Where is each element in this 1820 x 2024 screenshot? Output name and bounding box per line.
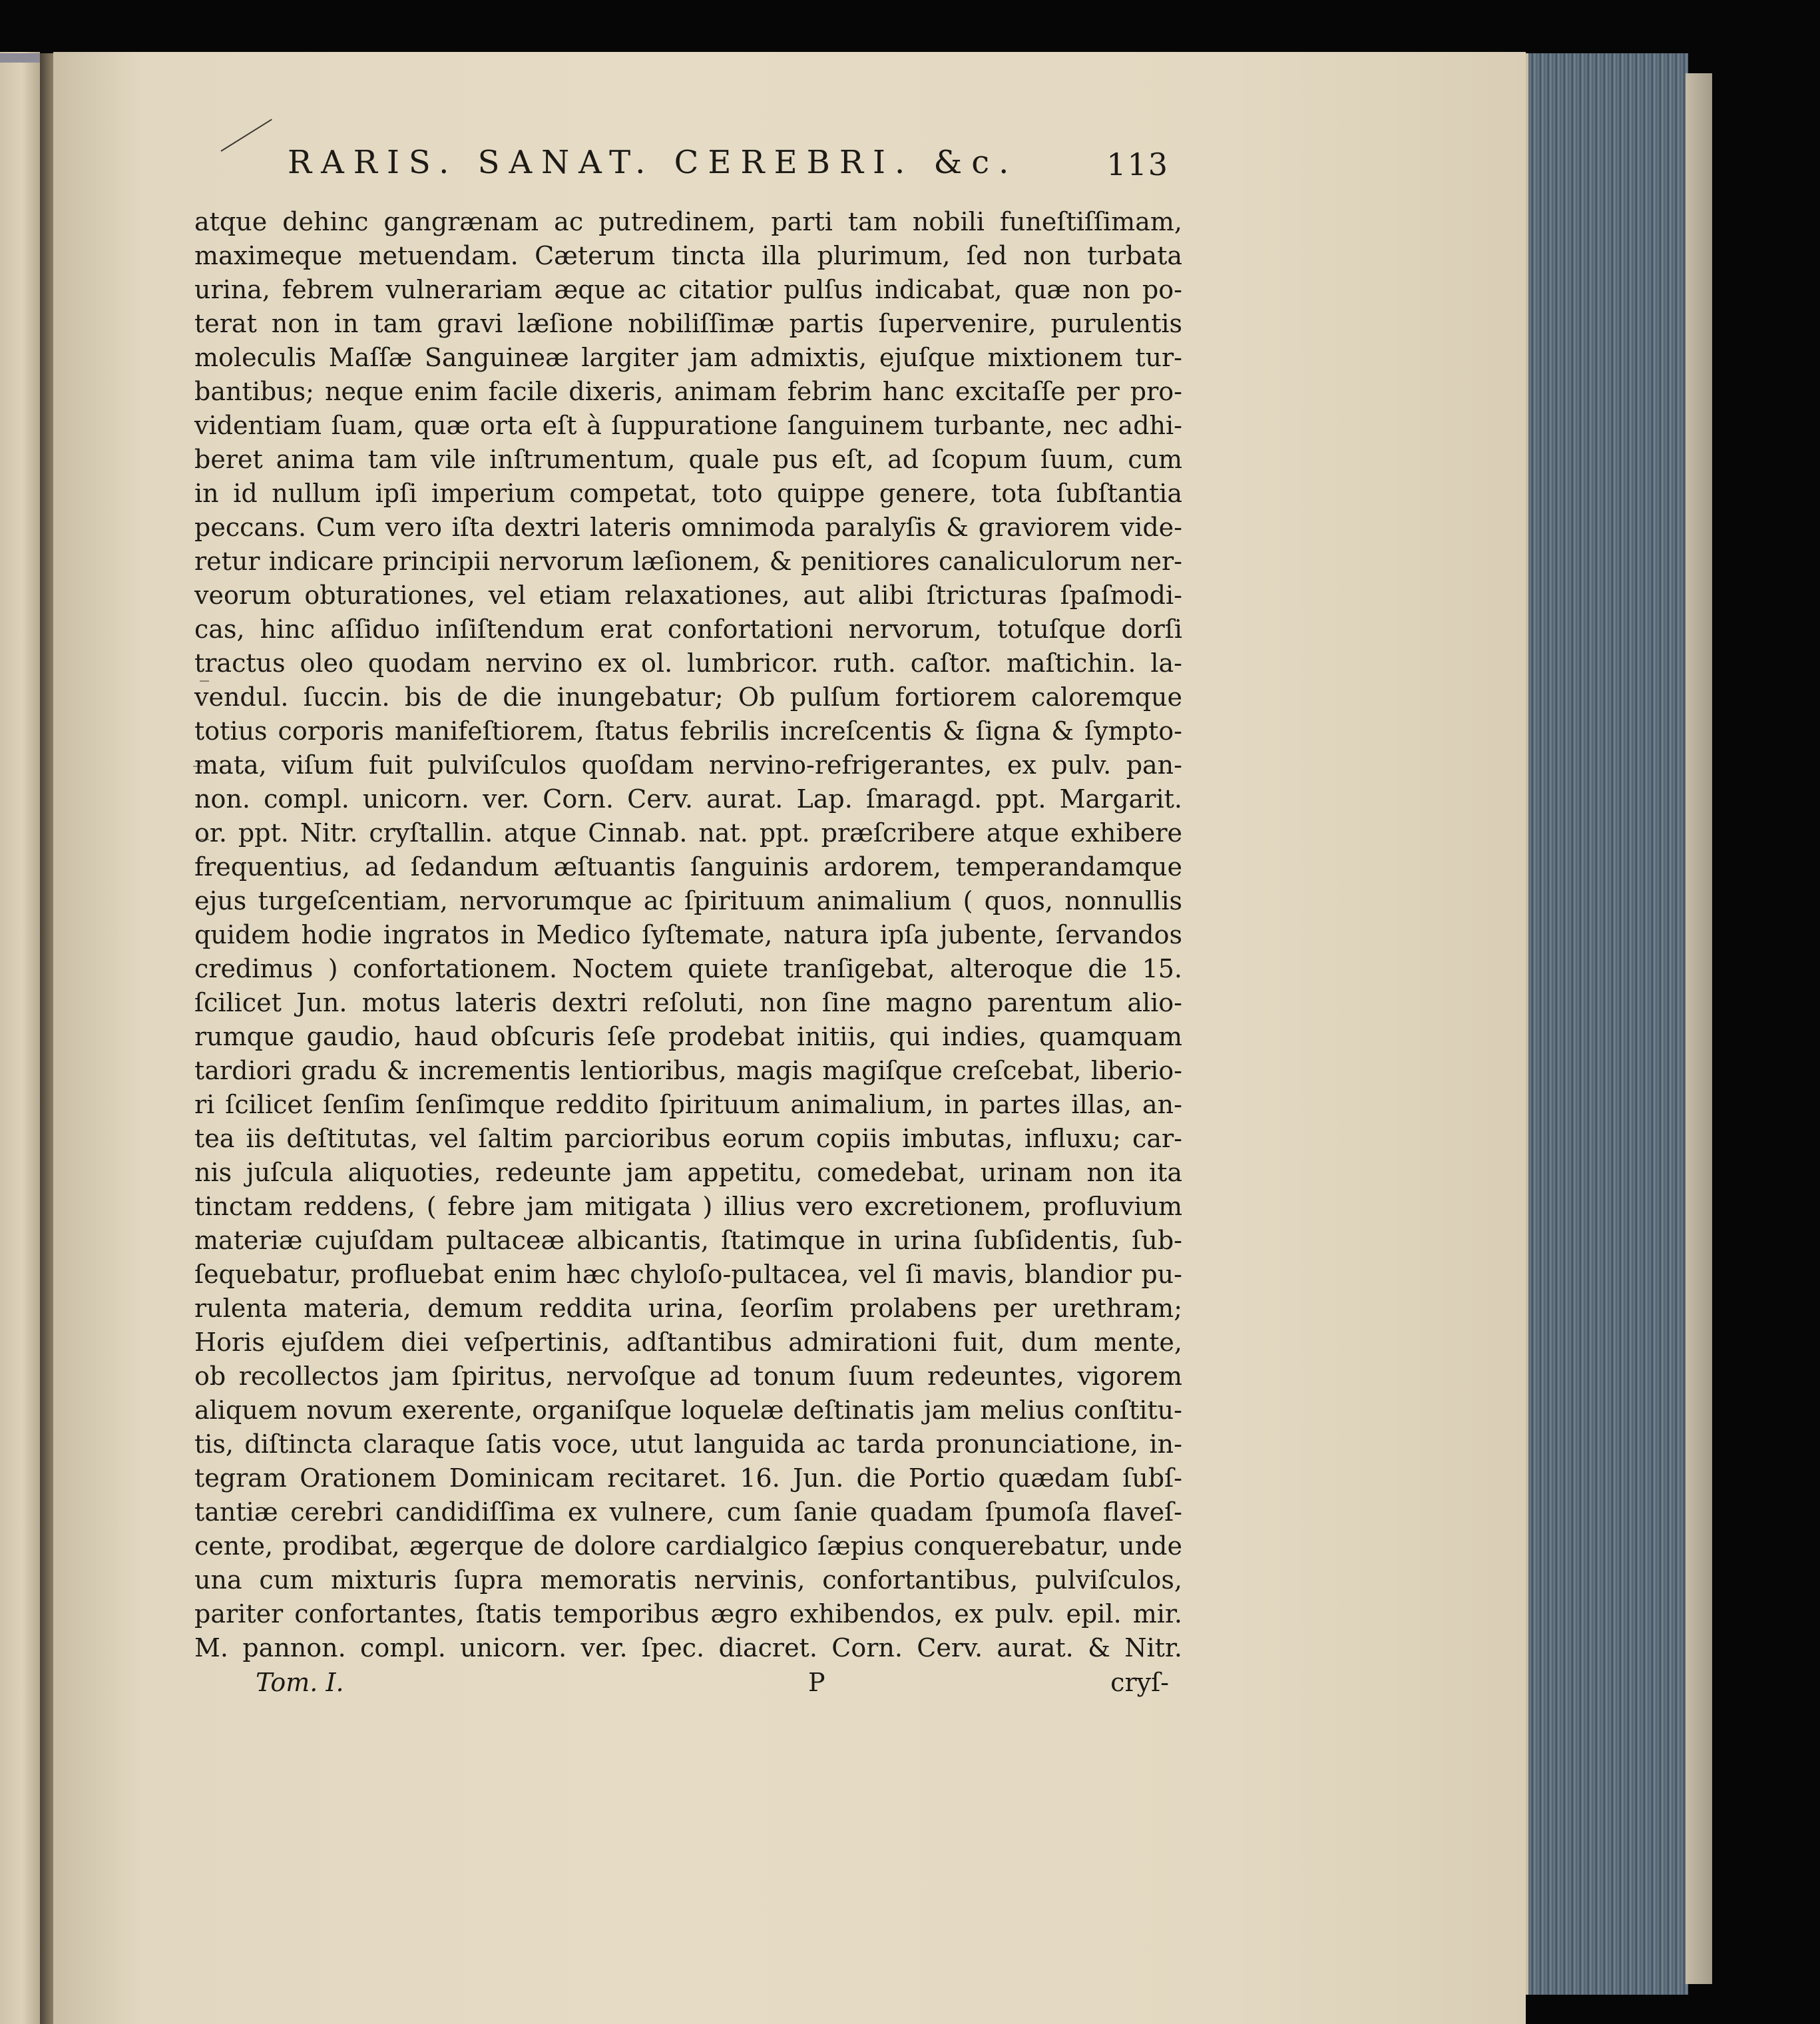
text-line: aliquem novum exerente, organiſque loquelæ deſtinatis jam melius conſtitu- — [194, 1395, 1182, 1425]
text-line: Horis ejuſdem diei veſpertinis, adſtantibus admirationi fuit, dum mente, — [194, 1328, 1182, 1357]
text-line: ob recollectos jam ſpiritus, nervoſque ad tonum ſuum redeuntes, vigorem — [194, 1362, 1182, 1391]
fore-edge — [1526, 53, 1688, 1995]
text-line: frequentius, ad ſedandum æſtuantis ſanguinis ardorem, temperandamque — [194, 852, 1182, 882]
text-line: in id nullum ipſi imperium competat, toto quippe genere, tota ſubſtantia — [194, 479, 1182, 508]
text-line: retur indicare principii nervorum læſionem, & penitiores canaliculorum ner- — [194, 547, 1182, 576]
text-line: terat non in tam gravi læſione nobiliſſimæ partis ſupervenire, purulentis — [194, 309, 1182, 338]
cover-edge — [1686, 73, 1712, 1984]
running-title: RARIS. SANAT. CEREBRI. &c. — [288, 144, 1019, 181]
text-line: beret anima tam vile inſtrumentum, quale pus eſt, ad ſcopum ſuum, cum — [194, 445, 1182, 474]
text-line: quidem hodie ingratos in Medico ſyſtemate, natura ipſa jubente, ſervandos — [194, 920, 1182, 949]
text-line: veorum obturationes, vel etiam relaxationes, aut alibi ſtricturas ſpaſmodi- — [194, 581, 1182, 610]
text-line: totius corporis manifeſtiorem, ſtatus febrilis increſcentis & ſigna & ſympto- — [194, 716, 1182, 746]
text-line: tegram Orationem Dominicam recitaret. 16. Jun. die Portio quædam ſubſ- — [194, 1463, 1182, 1493]
text-line: rulenta materia, demum reddita urina, ſeorſim prolabens per urethram; — [194, 1294, 1182, 1323]
text-line: rumque gaudio, haud obſcuris ſeſe prodebat initiis, qui indies, quamquam — [194, 1022, 1182, 1051]
text-line: ſcilicet Jun. motus lateris dextri reſoluti, non ſine magno parentum alio- — [194, 988, 1182, 1017]
text-line: atque dehinc gangrænam ac putredinem, parti tam nobili funeſtiſſimam, — [194, 207, 1182, 236]
left-facing-page — [0, 52, 40, 2024]
text-line: maximeque metuendam. Cæterum tincta illa plurimum, ſed non turbata — [194, 241, 1182, 270]
text-line: peccans. Cum vero iſta dextri lateris omnimoda paralyſis & graviorem vide- — [194, 513, 1182, 542]
page-footer — [194, 1668, 1182, 1708]
text-line: non. compl. unicorn. ver. Corn. Cerv. aurat. Lap. ſmaragd. ppt. Margarit. — [194, 784, 1182, 814]
text-line: ri ſcilicet ſenſim ſenſimque reddito ſpirituum animalium, in partes illas, an- — [194, 1090, 1182, 1119]
left-page-edge — [0, 53, 40, 63]
text-line: urina, febrem vulnerariam æque ac citatior pulſus indicabat, quæ non po- — [194, 275, 1182, 304]
running-head — [194, 144, 1182, 200]
text-line: credimus ) confortationem. Noctem quiete tranſigebat, alteroque die 15. — [194, 954, 1182, 983]
text-line: materiæ cujuſdam pultaceæ albicantis, ſtatimque in urina ſubſidentis, ſub- — [194, 1226, 1182, 1255]
catchword: cryſ- — [1110, 1668, 1169, 1697]
volume-mark: Tom. I. — [256, 1668, 344, 1697]
text-line: tardiori gradu & incrementis lentioribus, magis magiſque creſcebat, liberio- — [194, 1056, 1182, 1085]
text-line: bantibus; neque enim facile dixeris, animam febrim hanc excitaſſe per pro- — [194, 377, 1182, 406]
text-line: tis, diſtincta claraque ſatis voce, utut languida ac tarda pronunciatione, in- — [194, 1429, 1182, 1459]
text-block — [194, 144, 1182, 1708]
body-text — [194, 205, 1182, 1665]
text-line: ejus turgeſcentiam, nervorumque ac ſpirituum animalium ( quos, nonnullis — [194, 886, 1182, 915]
book-gutter — [40, 53, 53, 2024]
text-line: pariter confortantes, ſtatis temporibus ægro exhibendos, ex pulv. epil. mir. — [194, 1599, 1182, 1629]
text-line: moleculis Maſſæ Sanguineæ largiter jam admixtis, ejuſque mixtionem tur- — [194, 343, 1182, 372]
text-line: cente, prodibat, ægerque de dolore cardialgico ſæpius conquerebatur, unde — [194, 1531, 1182, 1561]
text-line: mata, viſum fuit pulviſculos quoſdam nervino-refrigerantes, ex pulv. pan- — [194, 750, 1182, 780]
text-line: tantiæ cerebri candidiſſima ex vulnere, cum ſanie quadam ſpumoſa flaveſ- — [194, 1497, 1182, 1527]
text-line: tractus oleo quodam nervino ex ol. lumbricor. ruth. caſtor. maſtichin. la- — [194, 648, 1182, 678]
text-line: tea iis deſtitutas, vel ſaltim parcioribus eorum copiis imbutas, influxu; car- — [194, 1124, 1182, 1153]
text-line: ſequebatur, profluebat enim hæc chyloſo-pultacea, vel ſi mavis, blandior pu- — [194, 1260, 1182, 1289]
signature-mark: P — [808, 1668, 825, 1697]
text-line: videntiam ſuam, quæ orta eſt à ſuppuratione ſanguinem turbante, nec adhi- — [194, 411, 1182, 440]
text-line: una cum mixturis ſupra memoratis nervinis, confortantibus, pulviſculos, — [194, 1565, 1182, 1595]
page-number: 113 — [1106, 146, 1169, 182]
text-line: M. pannon. compl. unicorn. ver. ſpec. diacret. Corn. Cerv. aurat. & Nitr. — [194, 1633, 1182, 1662]
text-line: or. ppt. Nitr. cryſtallin. atque Cinnab. nat. ppt. præſcribere atque exhibere — [194, 818, 1182, 848]
text-line: tinctam reddens, ( febre jam mitigata ) illius vero excretionem, profluvium — [194, 1192, 1182, 1221]
text-line: nis juſcula aliquoties, redeunte jam appetitu, comedebat, urinam non ita — [194, 1158, 1182, 1187]
text-line: vendul. ſuccin. bis de die inungebatur; Ob pulſum fortiorem caloremque — [194, 682, 1182, 712]
text-line: cas, hinc aſſiduo inſiſtendum erat confortationi nervorum, totuſque dorſi — [194, 615, 1182, 644]
